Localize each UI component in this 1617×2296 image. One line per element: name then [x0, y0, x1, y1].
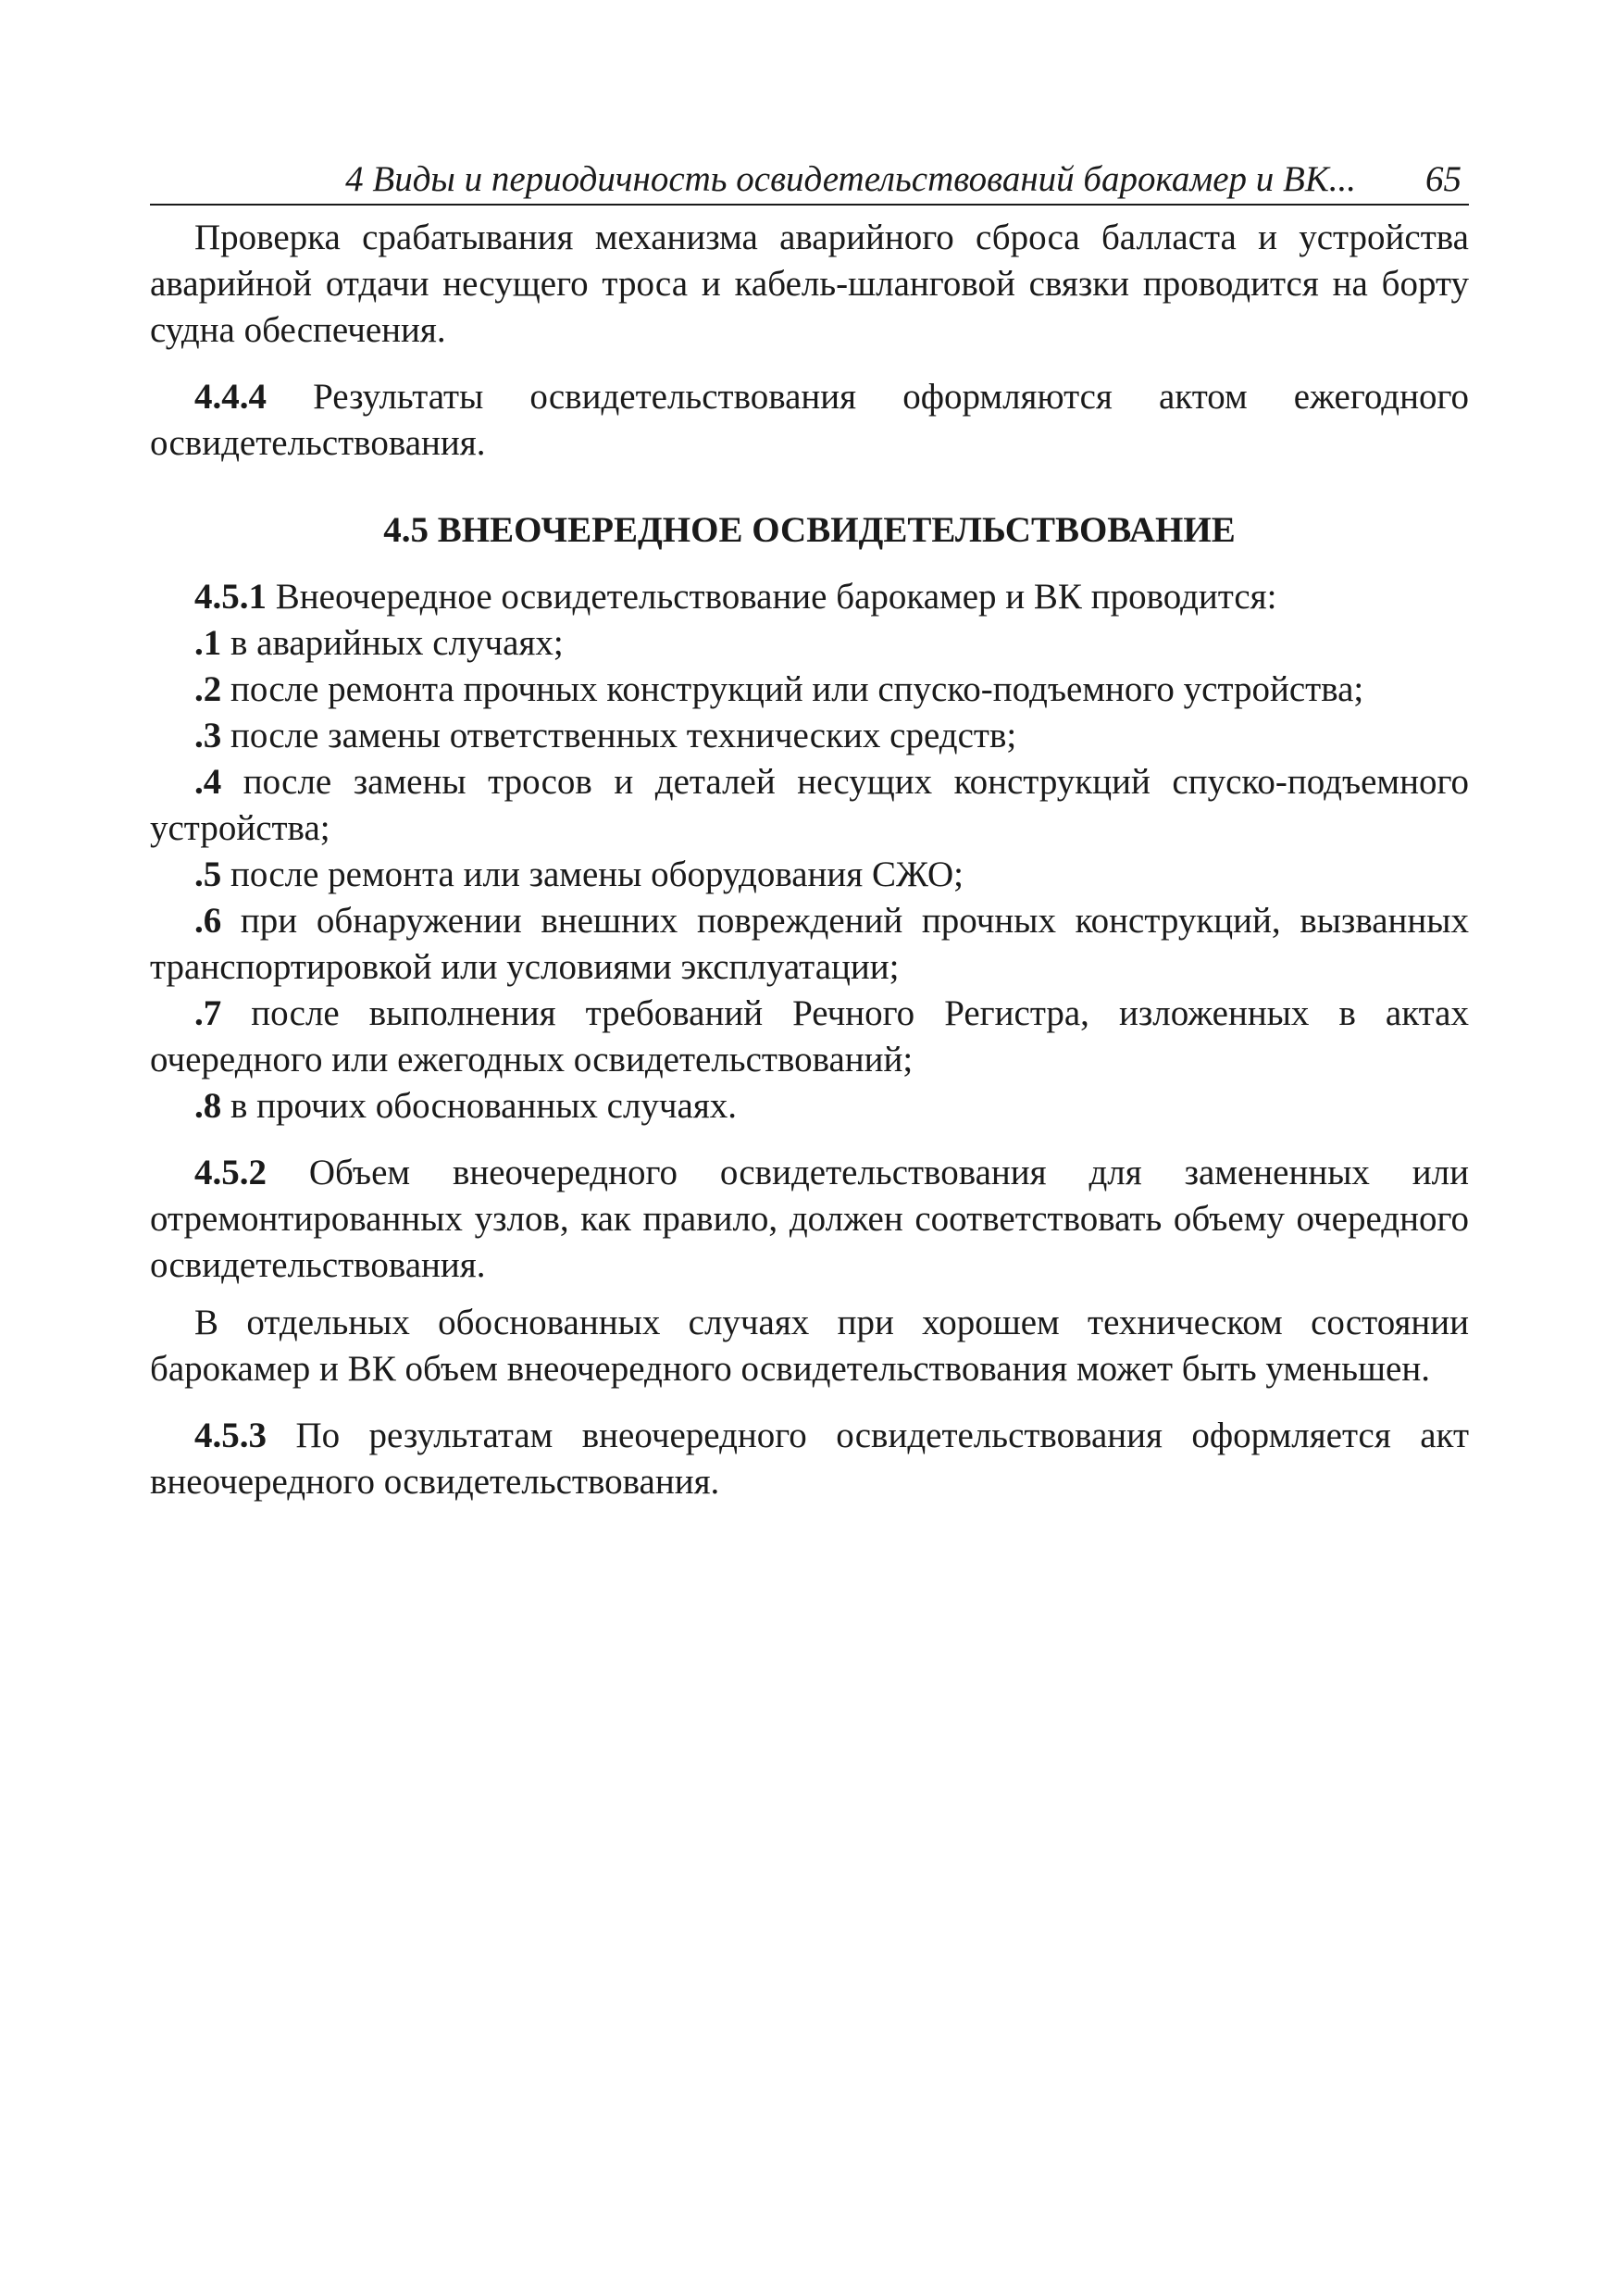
clause-text: Внеочередное освидетельствование барокамер и ВК проводится: [267, 577, 1277, 617]
list-item-text: в аварийных случаях; [221, 623, 564, 663]
document-page [150, 148, 1469, 1505]
list-item-number: .7 [194, 993, 222, 1033]
list-item [150, 667, 1469, 713]
list-item-number: .3 [194, 716, 222, 755]
page-number: 65 [1425, 159, 1462, 199]
list-item [150, 852, 1469, 898]
list-item-number: .6 [194, 901, 222, 941]
clause-text: Объем внеочередного освидетельствования для замененных или отремонтированных узлов, как правило, должен соответствовать объему очередного освидетельствования. [150, 1153, 1469, 1285]
list-item-text: после замены ответственных технических средств; [221, 716, 1017, 755]
list-item-number: .4 [194, 762, 222, 802]
clause-number: 4.5.2 [194, 1153, 267, 1192]
list-item-number: .2 [194, 669, 222, 709]
clause-text: По результатам внеочередного освидетельствования оформляется акт внеочередного освидетельствования. [150, 1416, 1469, 1502]
intro-paragraph [150, 215, 1469, 354]
running-header [150, 148, 1469, 206]
clause-4-5-1 [150, 574, 1469, 620]
section-heading: 4.5 ВНЕОЧЕРЕДНОЕ ОСВИДЕТЕЛЬСТВОВАНИЕ [383, 510, 1236, 550]
list-item [150, 1083, 1469, 1129]
list-item-text: в прочих обоснованных случаях. [221, 1086, 738, 1126]
list-item-text: после выполнения требований Речного Регистра, изложенных в актах очередного или ежегодных освидетельствований; [150, 993, 1469, 1079]
list-item [150, 898, 1469, 991]
list-item [150, 759, 1469, 852]
list-item-number: .8 [194, 1086, 222, 1126]
intro-text: Проверка срабатывания механизма аварийного сброса балласта и устройства аварийной отдачи несущего троса и кабель-шланговой связки проводится на борту судна обеспечения. [150, 218, 1469, 350]
clause-number: 4.5.1 [194, 577, 267, 617]
running-header-title: 4 Виды и периодичность освидетельствований барокамер и ВК... [345, 159, 1356, 199]
clause-number: 4.5.3 [194, 1416, 267, 1455]
list-item [150, 620, 1469, 667]
clause-text: Результаты освидетельствования оформляются актом ежегодного освидетельствования. [150, 377, 1469, 463]
list-item-text: после ремонта прочных конструкций или спуско-подъемного устройства; [221, 669, 1364, 709]
clause-number: 4.4.4 [194, 377, 267, 417]
clause-4-5-2-continuation [150, 1300, 1469, 1392]
list-item [150, 713, 1469, 759]
list-item-number: .5 [194, 855, 222, 894]
page-body [150, 215, 1469, 1505]
paragraph-text: В отдельных обоснованных случаях при хорошем техническом состоянии барокамер и ВК объем внеочередного освидетельствования может быть уменьшен. [150, 1303, 1469, 1389]
clause-4-4-4 [150, 374, 1469, 467]
list-item-text: после замены тросов и деталей несущих конструкций спуско-подъемного устройства; [150, 762, 1469, 848]
list-item-number: .1 [194, 623, 222, 663]
list-item [150, 991, 1469, 1083]
clause-4-5-2 [150, 1150, 1469, 1289]
list-item-text: при обнаружении внешних повреждений прочных конструкций, вызванных транспортировкой или условиями эксплуатации; [150, 901, 1469, 987]
list-item-text: после ремонта или замены оборудования СЖО; [221, 855, 964, 894]
clause-4-5-3 [150, 1413, 1469, 1505]
